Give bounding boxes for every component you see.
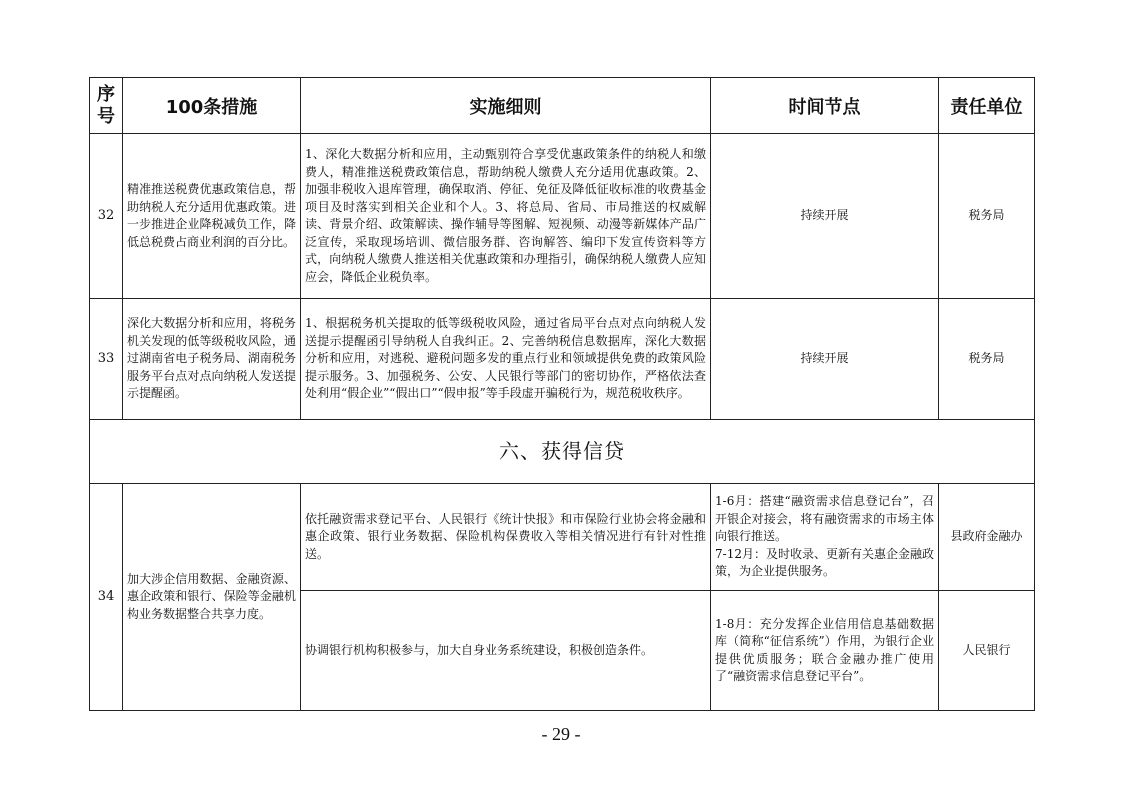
measure-cell: 精准推送税费优惠政策信息，帮助纳税人充分适用优惠政策。进一步推进企业降税减负工作，降低总税费占商业利润的百分比。 bbox=[123, 134, 301, 299]
section-row bbox=[90, 420, 1035, 484]
row-number: 32 bbox=[90, 134, 123, 299]
table-row bbox=[90, 299, 1035, 420]
header-detail: 实施细则 bbox=[301, 78, 711, 134]
time-line: 1-8月：充分发挥企业信用信息基础数据库（简称“征信系统”）作用，为银行企业提供优质服务；联合金融办推广使用了“融资需求信息登记平台”。 bbox=[715, 616, 934, 683]
unit-cell: 税务局 bbox=[939, 299, 1035, 420]
section-title: 六、获得信贷 bbox=[90, 420, 1035, 484]
detail-cell: 1、根据税务机关提取的低等级税收风险，通过省局平台点对点向纳税人发送提示提醒函引导纳税人自我纠正。2、完善纳税信息数据库，深化大数据分析和应用，对逃税、避税问题多发的重点行业和领域提供免费的政策风险提示服务。3、加强税务、公安、人民银行等部门的密切协作，严格依法查处利用“假企业”“假出口”“假申报”等手段虚开骗税行为，规范税收秩序。 bbox=[301, 299, 711, 420]
header-measure: 100条措施 bbox=[123, 78, 301, 134]
header-time: 时间节点 bbox=[711, 78, 939, 134]
row-number: 33 bbox=[90, 299, 123, 420]
table-row bbox=[90, 484, 1035, 591]
unit-cell: 税务局 bbox=[939, 134, 1035, 299]
measure-cell: 深化大数据分析和应用，将税务机关发现的低等级税收风险，通过湖南省电子税务局、湖南税务服务平台点对点向纳税人发送提示提醒函。 bbox=[123, 299, 301, 420]
unit-cell: 人民银行 bbox=[939, 591, 1035, 711]
time-line: 7-12月：及时收录、更新有关惠企金融政策，为企业提供服务。 bbox=[715, 546, 934, 579]
row-number: 34 bbox=[90, 484, 123, 711]
measure-cell: 加大涉企信用数据、金融资源、惠企政策和银行、保险等金融机构业务数据整合共享力度。 bbox=[123, 484, 301, 711]
detail-cell: 依托融资需求登记平台、人民银行《统计快报》和市保险行业协会将金融和惠企政策、银行业务数据、保险机构保费收入等相关情况进行有针对性推送。 bbox=[301, 484, 711, 591]
page-number: - 29 - bbox=[541, 724, 581, 744]
time-cell bbox=[711, 484, 939, 591]
time-cell: 持续开展 bbox=[711, 299, 939, 420]
detail-cell: 1、深化大数据分析和应用，主动甄别符合享受优惠政策条件的纳税人和缴费人，精准推送税费政策信息，帮助纳税人缴费人充分适用优惠政策。2、加强非税收入退库管理，确保取消、停征、免征及降低征收标准的收费基金项目及时落实到相关企业和个人。3、将总局、省局、市局推送的权威解读、背景介绍、政策解读、操作辅导等图解、短视频、动漫等新媒体产品广泛宣传，采取现场培训、微信服务群、咨询解答、编印下发宣传资料等方式，向纳税人缴费人推送相关优惠政策和办理指引，确保纳税人缴费人应知应会，降低企业税负率。 bbox=[301, 134, 711, 299]
measures-table bbox=[89, 77, 1035, 711]
detail-cell: 协调银行机构积极参与，加大自身业务系统建设，积极创造条件。 bbox=[301, 591, 711, 711]
table-row bbox=[90, 134, 1035, 299]
header-seq: 序号 bbox=[90, 78, 123, 134]
unit-cell: 县政府金融办 bbox=[939, 484, 1035, 591]
table-header-row bbox=[90, 78, 1035, 134]
time-cell: 持续开展 bbox=[711, 134, 939, 299]
time-line: 1-6月：搭建“融资需求信息登记台”，召开银企对接会，将有融资需求的市场主体向银行推送。 bbox=[715, 494, 934, 544]
header-unit: 责任单位 bbox=[939, 78, 1035, 134]
time-cell bbox=[711, 591, 939, 711]
